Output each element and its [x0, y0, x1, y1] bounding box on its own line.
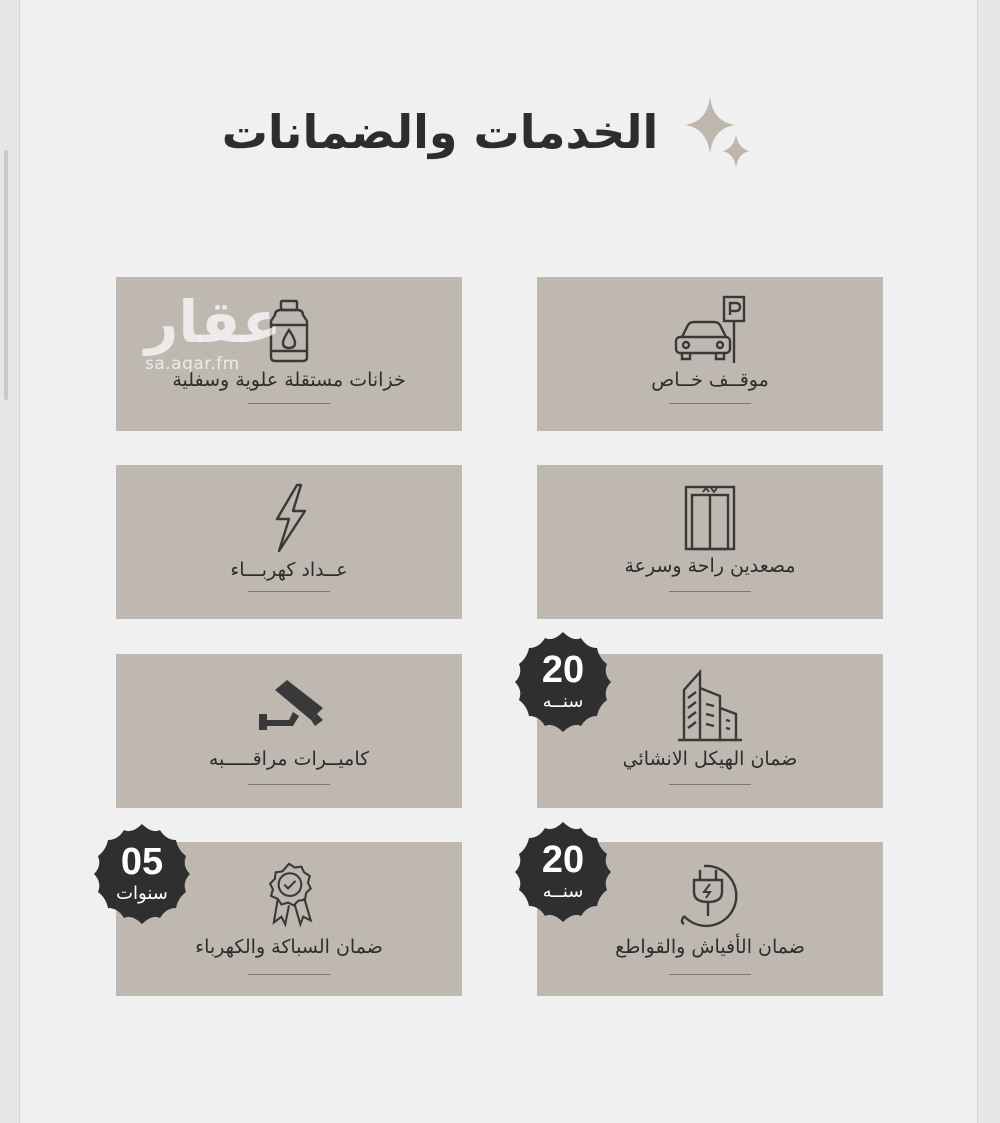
badge-unit: سنــه — [542, 881, 584, 902]
watermark-logo: عقار — [145, 288, 282, 356]
service-label: ضمان الأفياش والقواطع — [615, 936, 805, 958]
warranty-badge — [511, 820, 615, 924]
divider — [248, 784, 330, 785]
badge-number: 20 — [541, 649, 585, 691]
scrollbar[interactable] — [4, 150, 8, 400]
warranty-badge — [511, 630, 615, 734]
left-edge — [0, 0, 20, 1123]
elevator-icon — [670, 481, 750, 555]
watermark — [145, 288, 282, 374]
divider — [248, 591, 330, 592]
service-card-parking — [537, 277, 883, 431]
badge-number: 05 — [120, 841, 164, 883]
service-label: كاميــرات مراقـــــبه — [208, 748, 370, 770]
warranty-badge — [90, 822, 194, 926]
divider — [669, 784, 751, 785]
service-card-electric-meter — [116, 465, 462, 619]
divider — [669, 403, 751, 404]
service-label: ضمان السباكة والكهرباء — [195, 936, 383, 958]
parking-car-icon — [670, 293, 750, 367]
service-label: خزانات مستقلة علوية وسفلية — [172, 369, 406, 391]
badge-unit: سنــه — [542, 691, 584, 712]
service-label: موقــف خــاص — [651, 369, 769, 391]
badge-number: 20 — [541, 839, 585, 881]
building-icon — [670, 668, 750, 742]
service-card-cameras — [116, 654, 462, 808]
service-label: عــداد كهربـــاء — [230, 559, 348, 581]
certificate-badge-icon — [249, 860, 329, 930]
badge-unit: سنوات — [116, 883, 168, 904]
lightning-bolt-icon — [249, 481, 329, 555]
service-label: مصعدين راحة وسرعة — [624, 555, 796, 577]
service-label: ضمان الهيكل الانشائي — [622, 748, 798, 770]
service-card-elevators — [537, 465, 883, 619]
security-camera-icon — [249, 668, 329, 742]
sparkle-icon — [670, 92, 760, 177]
electric-plug-icon — [670, 858, 750, 932]
divider — [248, 974, 330, 975]
watermark-url: sa.aqar.fm — [145, 354, 240, 374]
divider — [669, 591, 751, 592]
right-edge — [977, 0, 1000, 1123]
divider — [248, 403, 330, 404]
page-title: الخدمات والضمانات — [221, 105, 659, 159]
divider — [669, 974, 751, 975]
